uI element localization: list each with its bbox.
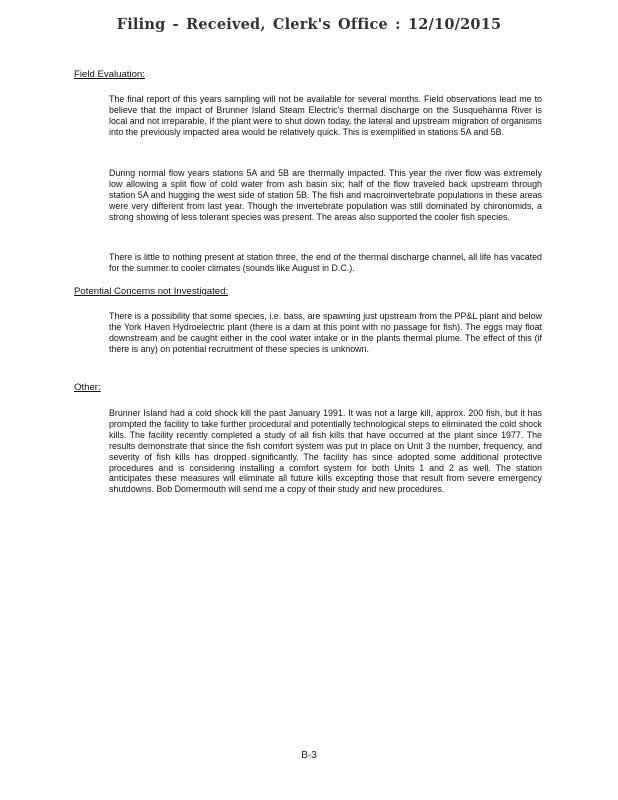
field-evaluation-paragraph-1: The final report of this years sampling will not be available for several months. Field observations lead me to believe that the impact of Brunner Island Steam Electric's thermal discharge on the Susquehanna River is local and not irreparable. If the plant were to shut down today, the lateral and upstream migration of organisms into the previously impacted area would be relatively quick. This is exemplified in stations 5A and 5B. [109, 94, 542, 137]
heading-other: Other: [74, 382, 101, 393]
other-paragraph: Brunner Island had a cold shock kill the past January 1991. It was not a large kill, approx. 200 fish, but it has prompted the facility to take further procedural and potentially technological steps to eliminated the cold shock kills. The facility recently completed a study of all fish kills that have occurred at the plant since 1977. The results demonstrate that since the fish comfort system was put in place on Unit 3 the number, frequency, and severity of fish kills has dropped significantly. The facility has since adopted some additional protective procedures and is considering installing a comfort system for both Units 1 and 2 as well. The station anticipates these measures will eliminate all future kills excepting those that result from severe emergency shutdowns. Bob Domermouth will send me a copy of their study and new procedures. [109, 408, 542, 495]
heading-field-evaluation: Field Evaluation: [74, 69, 145, 80]
page-number: B-3 [301, 750, 317, 761]
field-evaluation-paragraph-3: There is little to nothing present at station three, the end of the thermal discharge channel, all life has vacated for the summer to cooler climates (sounds like August in D.C.). [109, 252, 542, 273]
heading-potential-concerns: Potential Concerns not Investigated: [74, 286, 229, 297]
potential-concerns-paragraph: There is a possibility that some species, i.e. bass, are spawning just upstream from the PP&L plant and below the York Haven Hydroelectric plant (there is a dam at this point with no passage for fish). The eggs may float downstream and be caught either in the cool water intake or in the plants thermal plume. The effect of this (if there is any) on potential recruitment of these species is unknown. [109, 311, 542, 354]
filing-stamp: Filing - Received, Clerk's Office : 12/10/2015 [116, 16, 502, 33]
field-evaluation-paragraph-2: During normal flow years stations 5A and 5B are thermally impacted. This year the river flow was extremely low allowing a split flow of cold water from ash basin six; half of the flow traveled back upstream through station 5A and hugging the west side of station 5B. The fish and macroinvertebrate populations in these areas were very different from last year. Though the invertebrate population was still dominated by chironomids, a strong showing of less tolerant species was present. The areas also supported the cooler fish species. [109, 168, 542, 222]
